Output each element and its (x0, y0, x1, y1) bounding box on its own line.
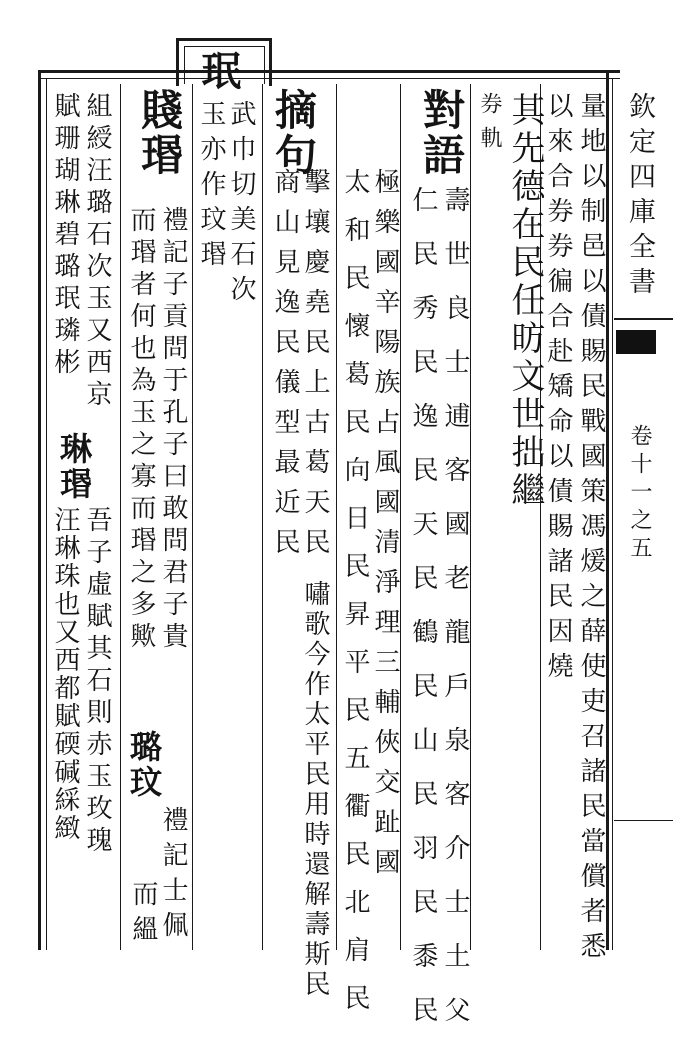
frame-right-rule-inner (612, 78, 613, 950)
volume-label: 卷十一之五 (627, 424, 652, 564)
text-column-3: 組綬汪璐石次玉又西京 (82, 92, 112, 412)
text-column-19: 券軌 (477, 92, 502, 160)
book-title: 欽定四庫全書 (624, 92, 655, 302)
text-column-2: 玉亦作玟瑉 (196, 100, 226, 275)
margin-divider (614, 318, 673, 320)
fish-tail-mark (616, 330, 656, 354)
column-divider (400, 84, 401, 950)
column-divider (192, 84, 193, 950)
text-column-13: 嘯歌今作太平民用時還解壽斯民 (300, 580, 330, 1000)
frame-top-rule-inner (38, 78, 620, 79)
column-head: 賤瑉 (135, 88, 184, 178)
text-column-17: 仁民秀民逸民天民鶴民山民羽民黍民 (408, 186, 438, 1050)
column-divider (120, 84, 121, 950)
text-column-12: 商山見逸民儀型最近民 (270, 168, 300, 568)
text-column-14: 極樂國辛陽族占風國清淨理三輔俠交趾國 (370, 168, 400, 888)
header-tab-inner-left (184, 46, 185, 84)
frame-right-rule (606, 70, 609, 950)
text-column-5: 禮記子貢問于孔子曰敢問君子貴 (158, 206, 188, 654)
text-column-11: 擊壤慶堯民上古葛天民 (300, 168, 330, 568)
header-tab-top (176, 38, 272, 41)
column-head: 摘句 (269, 88, 318, 178)
text-column-15: 太和民懷葛民向日民昇平民五衢民北肩民 (340, 168, 370, 1032)
frame-top-rule (38, 70, 620, 73)
text-column-20: 量地以制邑以債賜民戰國策馮煖之薛使吏召諸民當償者悉 (576, 92, 606, 967)
frame-left-rule-inner (46, 78, 47, 950)
rhyme-header: 珉 (195, 50, 242, 90)
column-divider (470, 84, 471, 950)
margin-divider-lower (614, 820, 673, 821)
header-tab-left (176, 40, 179, 86)
header-tab-right (269, 40, 272, 86)
header-tab-inner-right (264, 46, 265, 84)
text-column-9: 禮記士佩 (158, 806, 188, 946)
column-head: 琳瑉 (55, 432, 93, 502)
column-head: 對語 (417, 88, 466, 178)
text-column-4: 賦珊瑚琳碧璐珉璘彬 (50, 92, 80, 380)
text-column-21: 以來合券券徧合赴矯命以債賜諸民因燒 (543, 92, 573, 687)
text-column-18: 其先德在民任昉文世拙繼 (505, 92, 545, 510)
header-tab-inner-top (184, 46, 265, 47)
text-column-6: 而瑉者何也為玉之寡而瑉之多歟 (126, 206, 156, 654)
text-column-1: 武巾切美石次 (226, 100, 256, 310)
text-column-7: 吾子虛賦其石則赤玉玫瑰 (82, 506, 112, 858)
column-head: 璐玟 (125, 730, 163, 800)
column-divider (336, 84, 337, 950)
text-column-16: 壽世良士逋客國老龍戶泉客介士土父 (440, 186, 470, 1050)
text-column-10: 而縕 (128, 880, 158, 950)
text-column-8: 汪琳珠也又西都賦碝碱綵緻 (50, 506, 80, 842)
column-divider (262, 84, 263, 950)
frame-left-rule (38, 70, 41, 950)
